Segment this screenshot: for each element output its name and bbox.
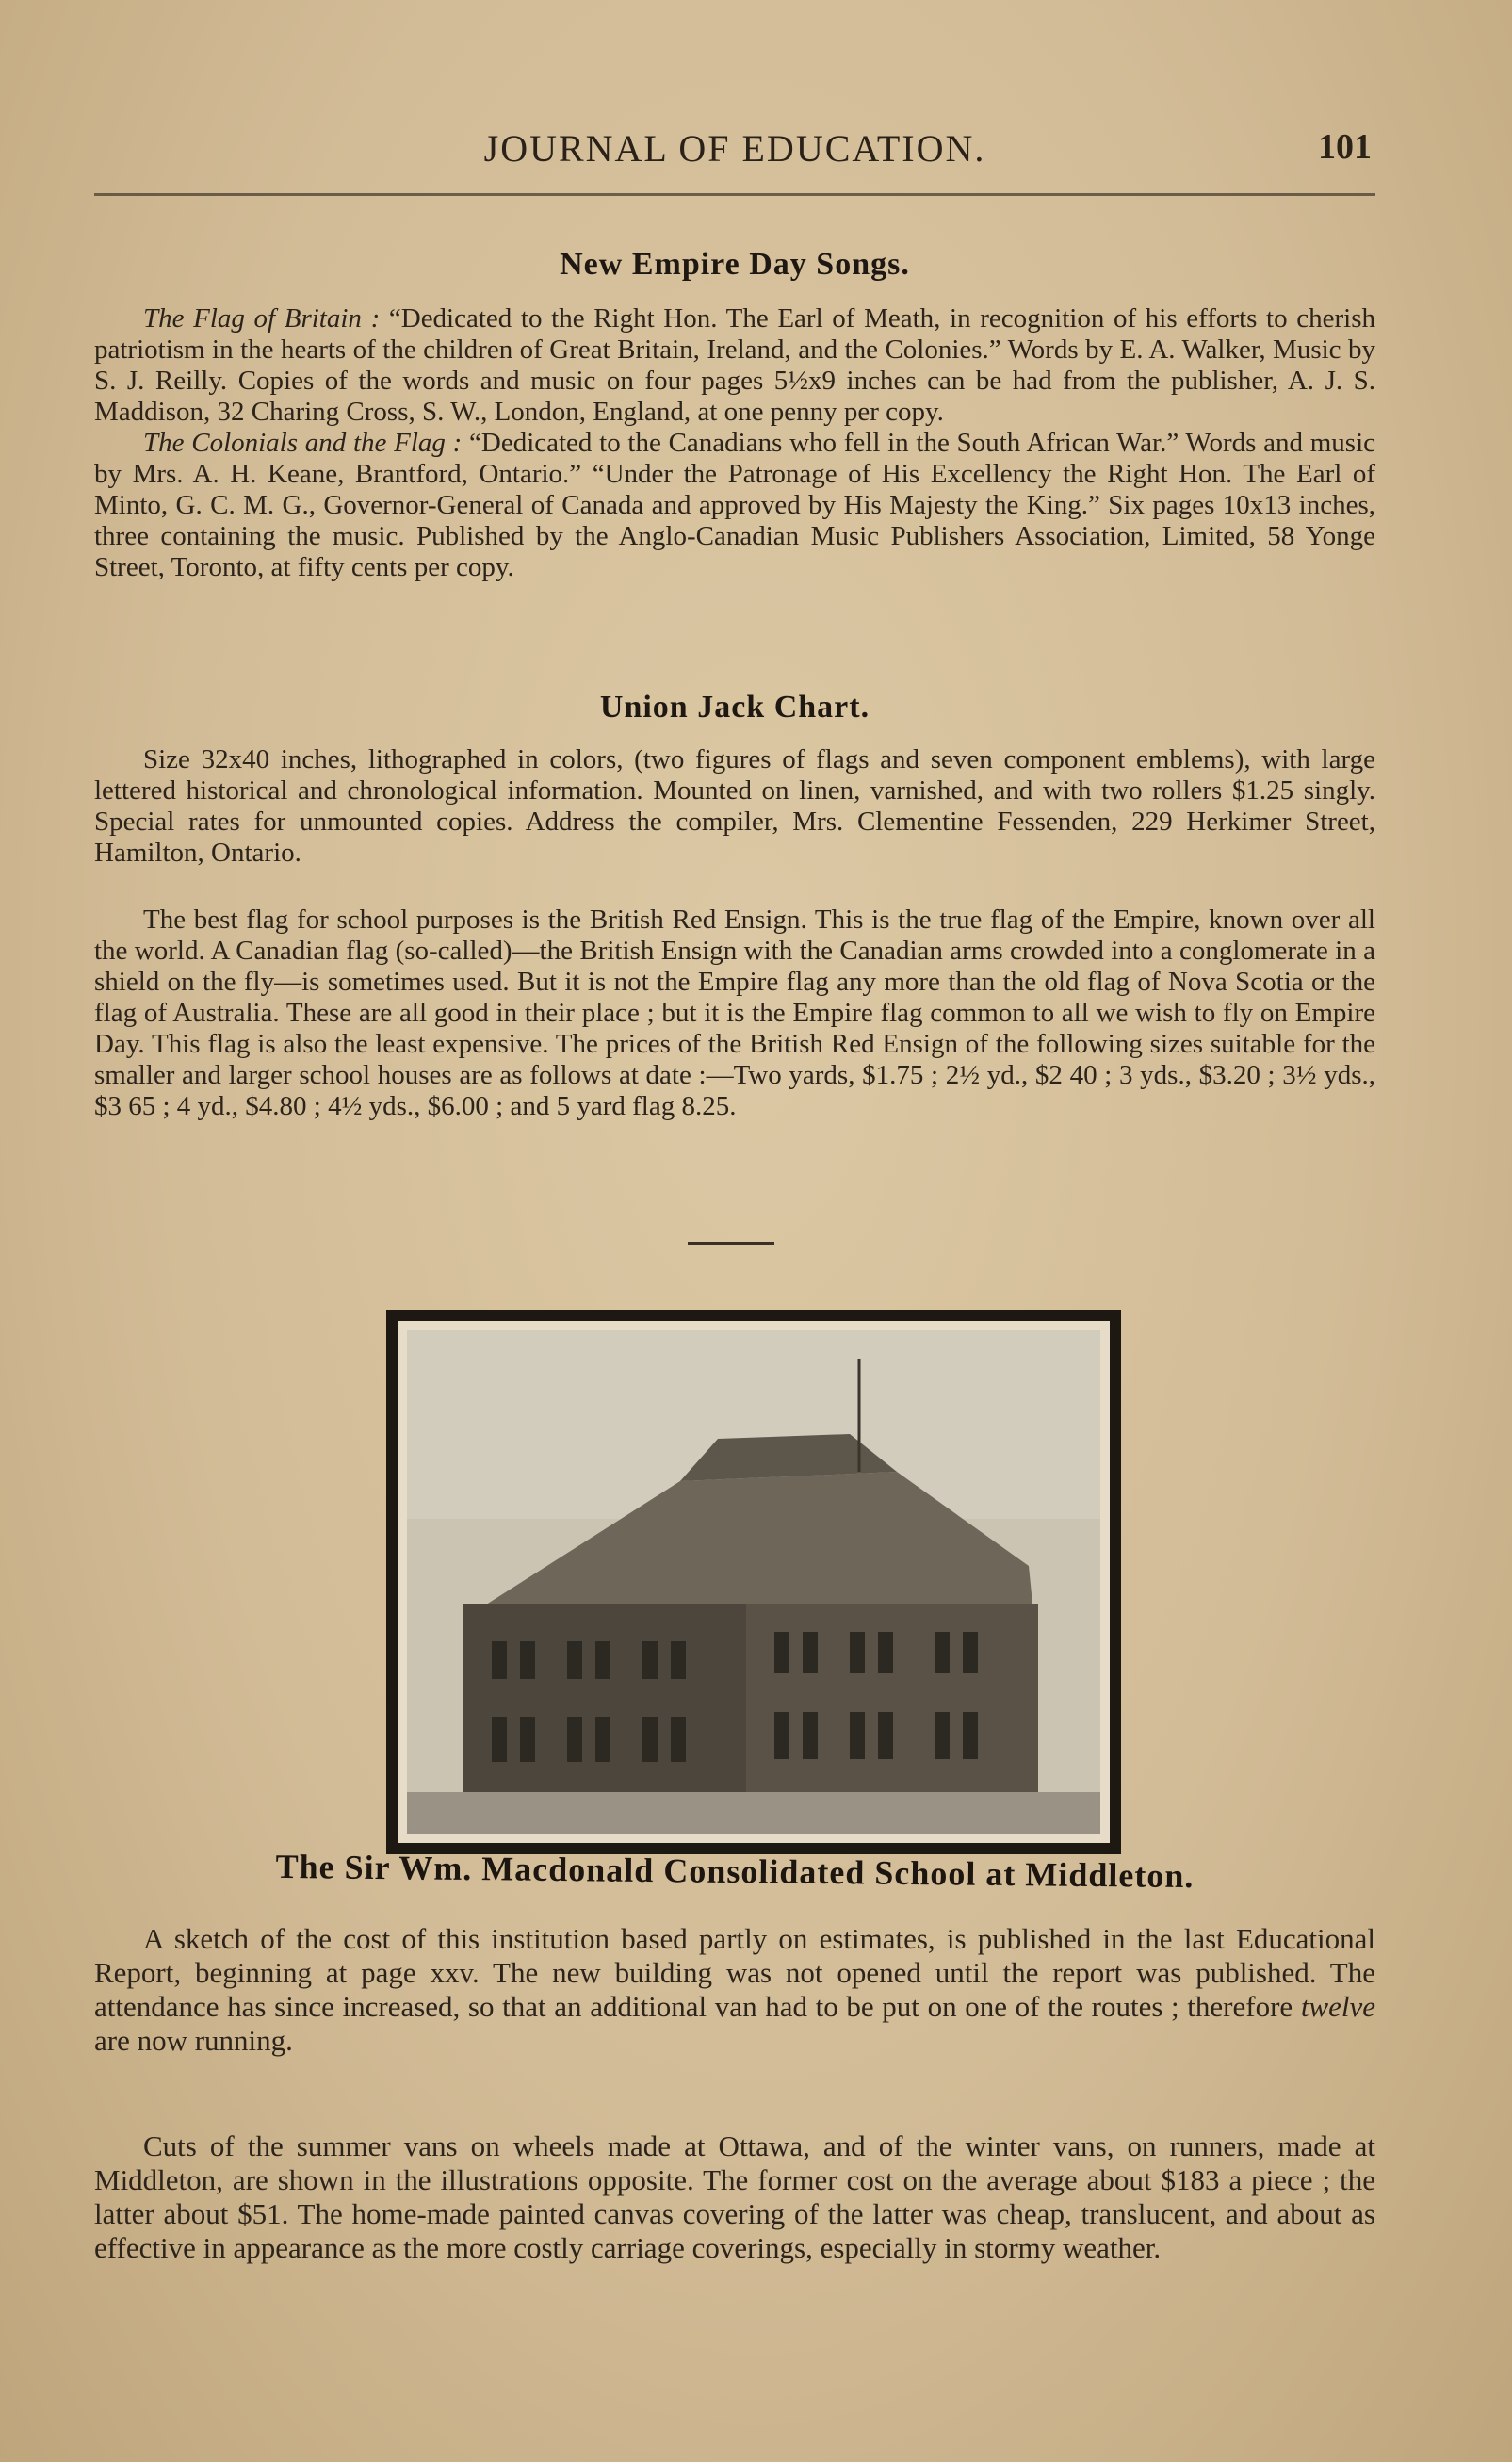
paragraph-colonials-and-the-flag <box>94 428 1375 583</box>
school-photograph <box>407 1330 1100 1834</box>
paragraph-chart-details: Size 32x40 inches, lithographed in colors, (two figures of flags and seven component emblems), with large lettered historical and chronological information. Mounted on linen, varnished, and with two rollers $1.25 singly. Special rates for unmounted copies. Address the compiler, Mrs. Clementine Fessenden, 229 Herkimer Street, Hamilton, Ontario. <box>94 744 1375 868</box>
paragraph-text: “Dedicated to the Canadians who fell in the South African War.” Words and music by Mrs. A. H. Keane, Brantford, Ontario.” “Under the Patronage of His Excellency the Right Hon. The Earl of Minto, G. C. M. G., Governor-General of Canada and approved by His Majesty the King.” Six pages 10x13 inches, three containing the music. Published by the Anglo-Canadian Music Publishers Association, Limited, 58 Yonge Street, Toronto, at fifty cents per copy. <box>94 428 1375 582</box>
paragraph-vans: Cuts of the summer vans on wheels made at Ottawa, and of the winter vans, on runners, made at Middleton, are shown in the illustrations opposite. The former cost on the average about $183 a piece ; the latter about $51. The home-made painted canvas covering of the latter was cheap, translucent, and about as effective in appearance as the more costly carriage coverings, especially in stormy weather. <box>94 2129 1375 2264</box>
section-middleton-school-cost <box>94 1922 1375 2058</box>
page-number: 101 <box>1318 127 1372 167</box>
paragraph-text: are now running. <box>94 2024 293 2057</box>
photo-mat <box>398 1321 1110 1843</box>
paragraph-flag-of-britain <box>94 303 1375 428</box>
section-heading-empire-day-songs: New Empire Day Songs. <box>560 247 910 282</box>
song-title: The Colonials and the Flag : <box>143 428 463 458</box>
paragraph-text: A sketch of the cost of this institution based partly on estimates, is published in the last Educational Report, beginning at page xxv. The new building was not opened until the report was published. The attendance has since increased, so that an additional van had to be put on one of the routes ; therefore <box>94 1922 1375 2023</box>
paragraph-cost-sketch <box>94 1922 1375 2058</box>
photo-caption: The Sir Wm. Macdonald Consolidated School at Middleton. <box>275 1847 1195 1896</box>
emphasis-twelve: twelve <box>1300 1990 1375 2023</box>
section-heading-union-jack-chart: Union Jack Chart. <box>599 690 870 725</box>
section-divider <box>688 1242 774 1245</box>
section-union-jack-chart <box>94 744 1375 869</box>
section-vans <box>94 2129 1375 2265</box>
page-header <box>94 122 1375 179</box>
header-rule <box>94 193 1375 196</box>
school-building-image <box>407 1330 1100 1834</box>
paragraph-best-flag: The best flag for school purposes is the British Red Ensign. This is the true flag of the Empire, known over all the world. A Canadian flag (so-called)—the British Ensign with the Canadian arms crowded into a conglomerate in a shield on the fly—is sometimes used. But it is not the Empire flag any more than the old flag of Nova Scotia or the flag of Australia. These are all good in their place ; but it is the Empire flag common to all we wish to fly on Empire Day. This flag is also the least expensive. The prices of the British Red Ensign of the following sizes suitable for the smaller and larger school houses are as follows at date :—Two yards, $1.75 ; 2½ yd., $2 40 ; 3 yds., $3.20 ; 3½ yds., $3 65 ; 4 yd., $4.80 ; 4½ yds., $6.00 ; and 5 yard flag 8.25. <box>94 905 1375 1121</box>
song-title: The Flag of Britain : <box>143 303 381 334</box>
section-empire-day-songs <box>94 303 1375 583</box>
paragraph-text: “Dedicated to the Right Hon. The Earl of Meath, in recognition of his efforts to cherish patriotism in the hearts of the children of Great Britain, Ireland, and the Colonies.” Words by E. A. Walker, Music by S. J. Reilly. Copies of the words and music on four pages 5½x9 inches can be had from the publisher, A. J. S. Maddison, 32 Charing Cross, S. W., London, England, at one penny per copy. <box>94 303 1375 427</box>
running-title: JOURNAL OF EDUCATION. <box>483 127 986 170</box>
section-flag-advice <box>94 905 1375 1122</box>
school-photo-frame <box>386 1310 1121 1854</box>
